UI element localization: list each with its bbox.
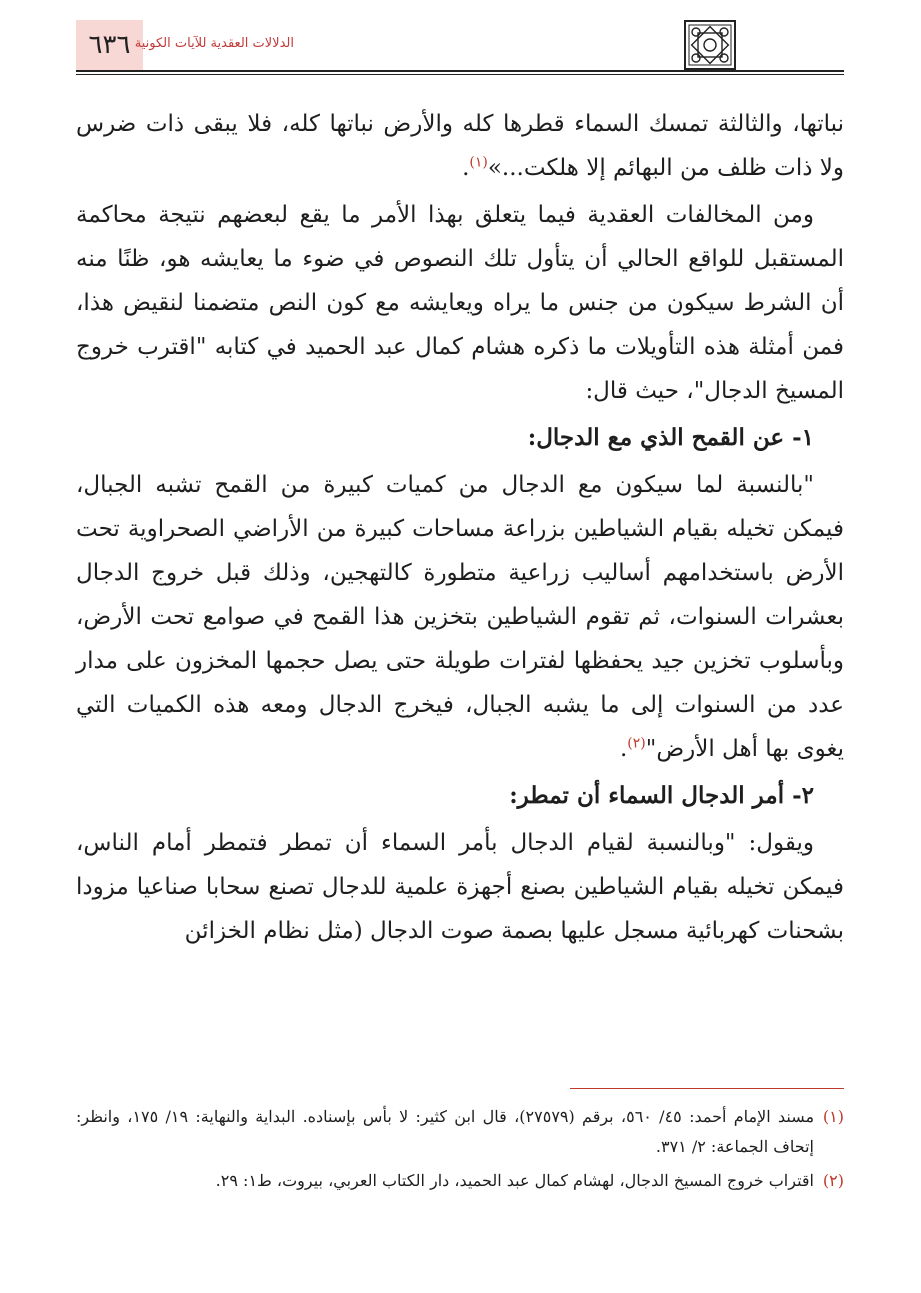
ornament-icon <box>684 20 736 70</box>
footnotes <box>76 1102 844 1200</box>
paragraph: ومن المخالفات العقدية فيما يتعلق بهذا الأمر ما يقع لبعضهم نتيجة محاكمة المستقبل للواقع الحالي أن يتأول تلك النصوص في ضوء ما يعايشه هو، ظنًا منه أن الشرط سيكون من جنس ما يراه ويعايشه مع كون النص متضمنا لنقيض هذا، فمن أمثلة هذه التأويلات ما ذكره هشام كمال عبد الحميد في كتابه "اقترب خروج المسيخ الدجال"، حيث قال: <box>76 202 844 404</box>
paragraph-text: نباتها، والثالثة تمسك السماء قطرها كله والأرض نباتها كله، فلا يبقى ذات ضرس ولا ذات ظلف من البهائم إلا هلكت...» <box>76 111 844 181</box>
punctuation: . <box>619 736 628 762</box>
footnote-divider <box>570 1088 844 1089</box>
running-header-title: الدلالات العقدية للآيات الكونية <box>134 36 294 51</box>
section-heading: ١- عن القمح الذي مع الدجال: <box>527 424 814 451</box>
paragraph: ويقول: "وبالنسبة لقيام الدجال بأمر السماء أن تمطر فتمطر أمام الناس، فيمكن تخيله بقيام الشياطين بصنع أجهزة علمية للدجال تصنع سحابا صناعيا مزودا بشحنات كهربائية مسجل عليها بصمة صوت الدجال (مثل نظام الخزائن <box>76 830 844 944</box>
punctuation: . <box>462 155 470 181</box>
section-heading: ٢- أمر الدجال السماء أن تمطر: <box>509 782 814 809</box>
paragraph-text: "بالنسبة لما سيكون مع الدجال من كميات كبيرة من القمح تشبه الجبال، فيمكن تخيله بقيام الشياطين بزراعة مساحات كبيرة من الأراضي الصحراوية تحت الأرض باستخدامهم أساليب زراعية متطورة كالتهجين، وذلك قبل خروج الدجال بعشرات السنوات، ثم تقوم الشياطين بتخزين هذا القمح في صوامع تحت الأرض، وبأسلوب تخزين جيد يحفظها لفترات طويلة حتى يصل حجمها المخزون على مدار عدد من السنوات إلى ما يشبه الجبال، فيخرج الدجال ومعه هذه الكميات التي يغوى بها أهل الأرض" <box>76 472 844 762</box>
footnote <box>76 1166 844 1196</box>
footnote <box>76 1102 844 1162</box>
main-text <box>76 102 844 956</box>
header-rule-thin <box>76 74 844 75</box>
header-rule <box>76 70 844 72</box>
paragraph <box>76 102 844 190</box>
footnote-ref[interactable]: (٢) <box>627 735 646 752</box>
footnote-text: مسند الإمام أحمد: ٤٥/ ٥٦٠، برقم (٢٧٥٧٩)، قال ابن كثير: لا بأس بإسناده. البداية والنهاية: ١٩/ ١٧٥، وانظر: إتحاف الجماعة: ٢/ ٣٧١. <box>76 1107 815 1156</box>
footnote-number: (١) <box>822 1107 844 1126</box>
footnote-ref[interactable]: (١) <box>469 154 488 171</box>
footnote-text: اقتراب خروج المسيخ الدجال، لهشام كمال عبد الحميد، دار الكتاب العربي، بيروت، ط١: ٢٩. <box>215 1171 814 1190</box>
footnote-number: (٢) <box>822 1171 844 1190</box>
page-header <box>76 20 844 72</box>
page-number: ٦٣٦ <box>76 20 143 70</box>
paragraph <box>76 463 844 771</box>
